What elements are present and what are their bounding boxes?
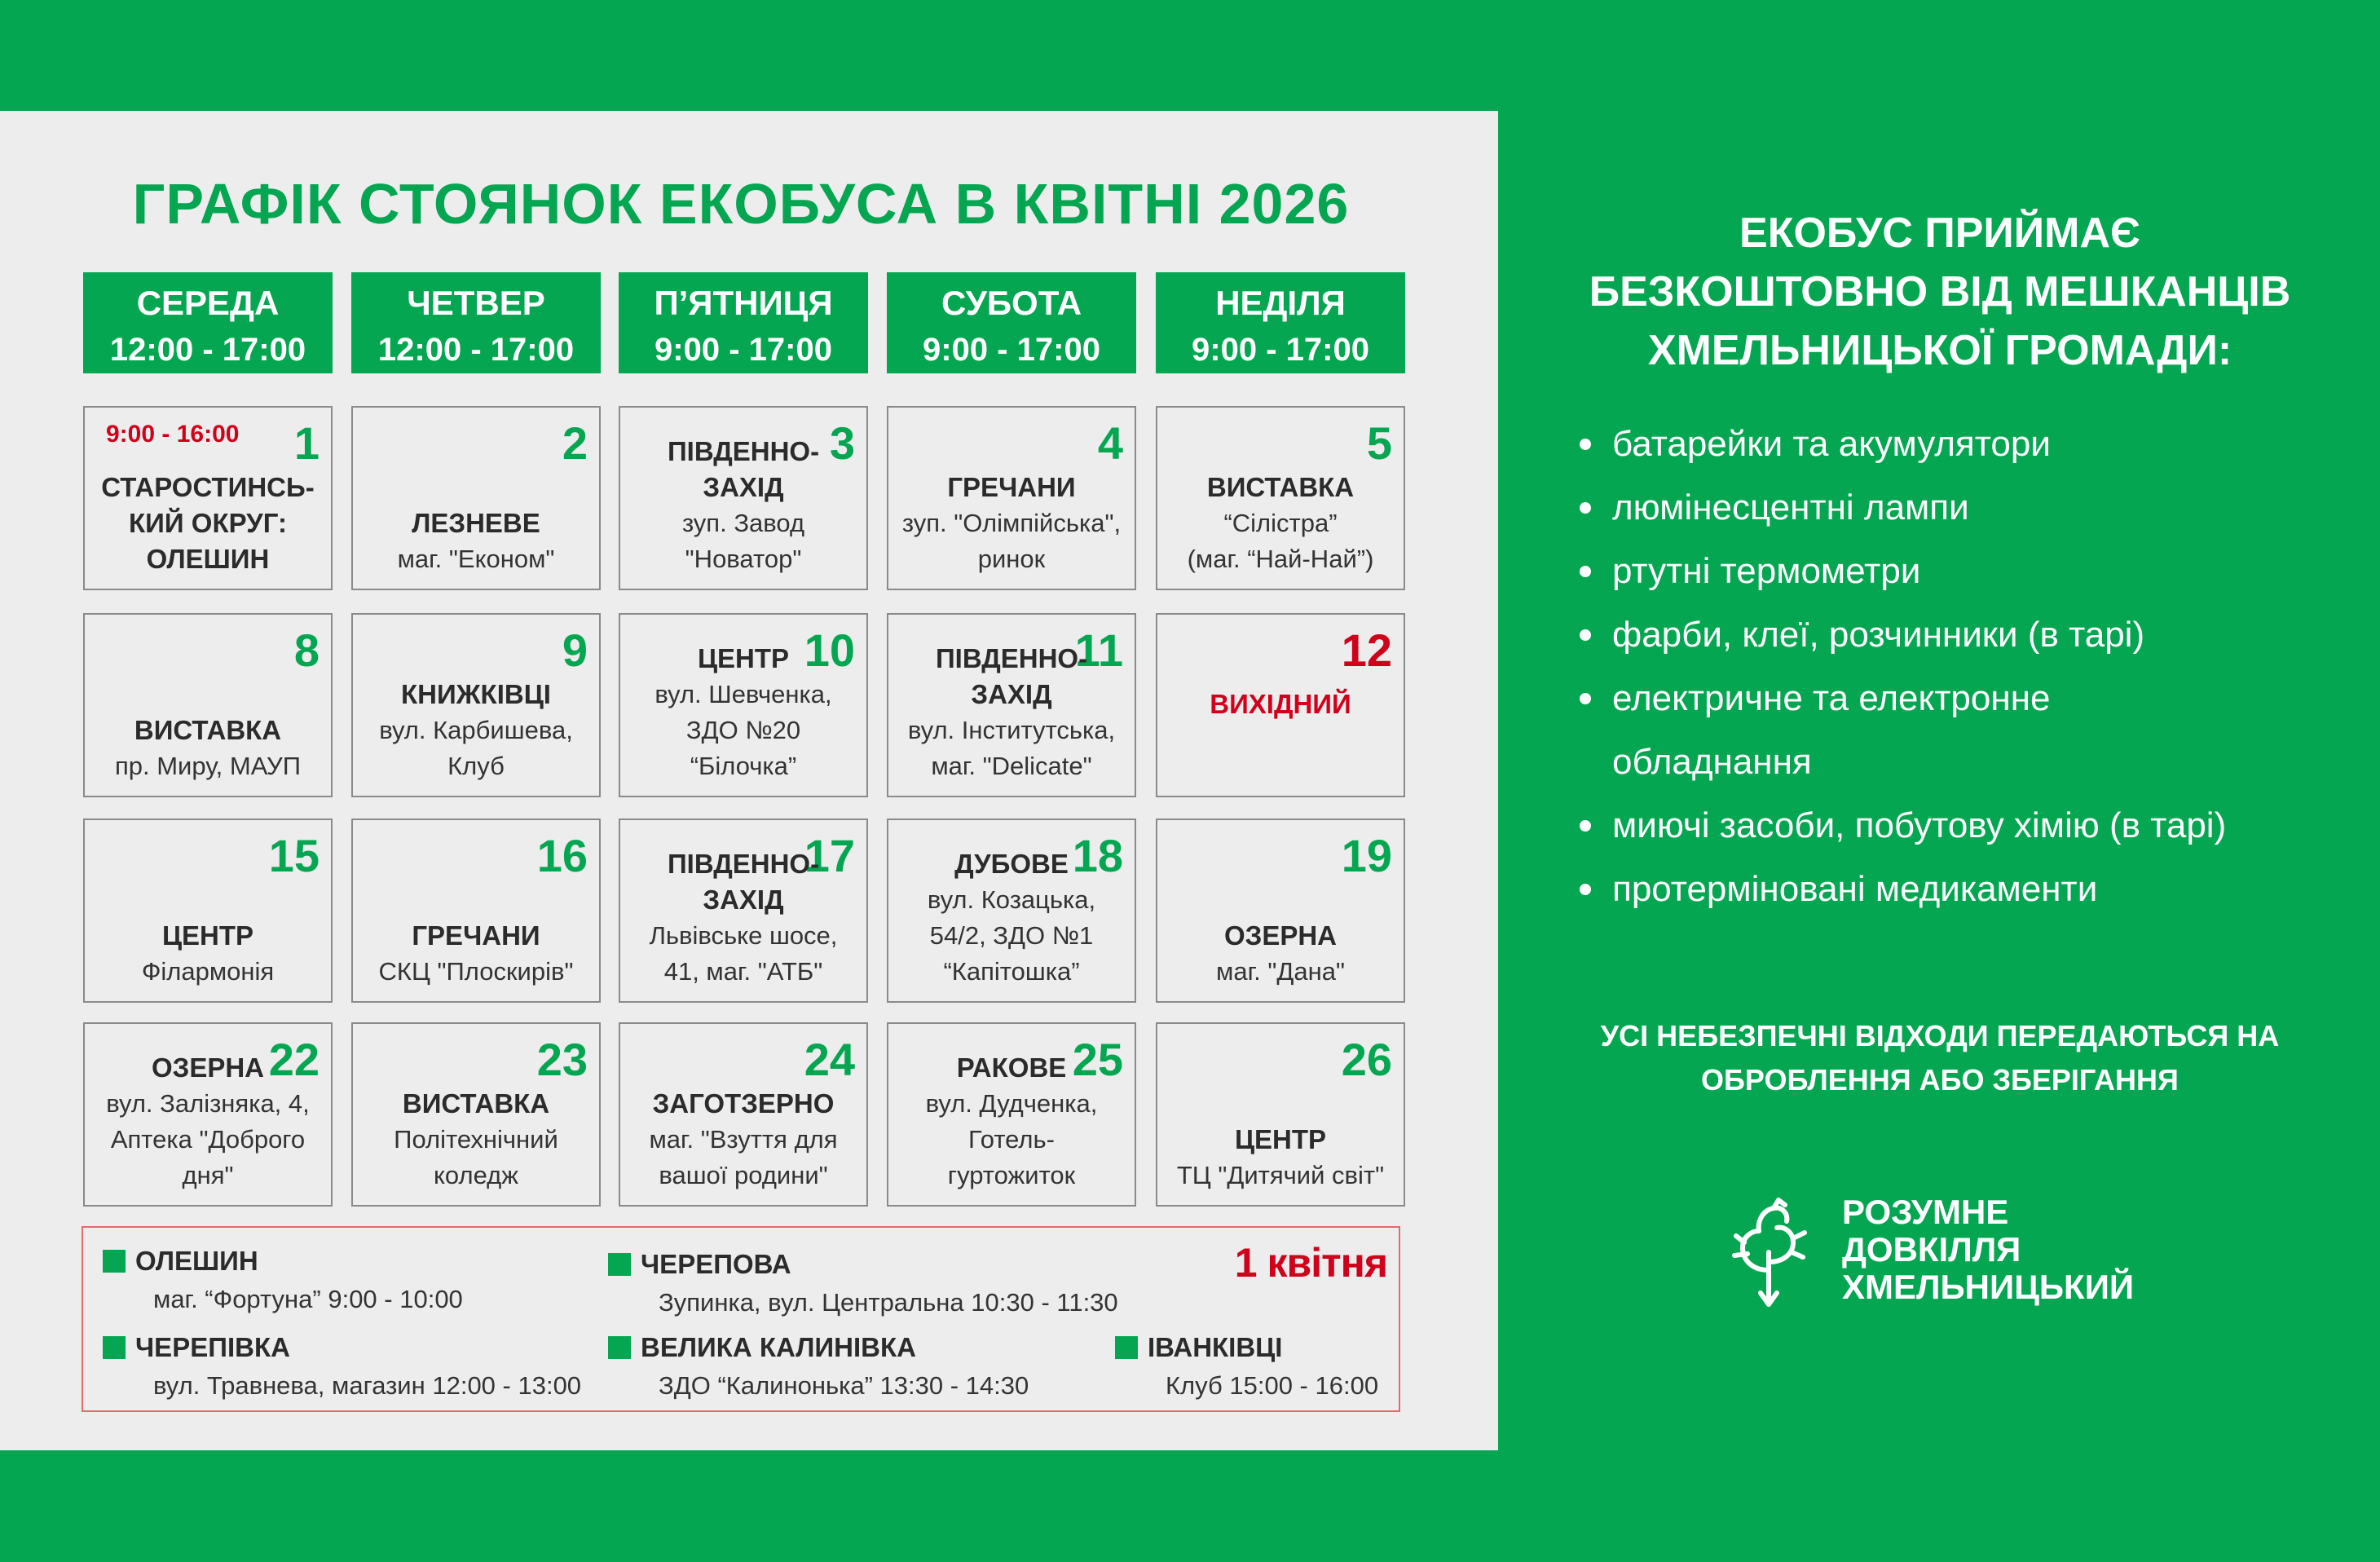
legend-item [608, 1249, 1118, 1317]
green-square-icon [608, 1336, 631, 1359]
stop-address: маг. "Економ" [397, 545, 555, 573]
day-hours: 12:00 - 17:00 [377, 332, 575, 368]
day-number: 19 [1341, 830, 1392, 881]
day-number: 1 [293, 417, 320, 469]
logo-line: ХМЕЛЬНИЦЬКИЙ [1842, 1268, 2135, 1306]
stop-info [91, 470, 324, 577]
legend-item-detail: Зупинка, вул. Центральна 10:30 - 11:30 [659, 1288, 1118, 1317]
stop-info [1164, 686, 1397, 722]
calendar-day-cell [351, 406, 601, 590]
calendar-day-cell [887, 819, 1136, 1003]
calendar-day-cell [351, 819, 601, 1003]
recycle-tree-icon [1728, 1195, 1809, 1309]
stop-info [895, 1050, 1128, 1194]
calendar-day-cell [887, 406, 1136, 590]
day-header [351, 272, 601, 373]
calendar-day-cell [1156, 406, 1405, 590]
stop-address: вул. Карбишева, Клуб [379, 716, 573, 780]
stop-info [359, 677, 593, 784]
stop-place: ГРЕЧАНИ [412, 920, 540, 951]
day-name: СУБОТА [941, 284, 1082, 322]
day-header [887, 272, 1136, 373]
stop-info [1164, 918, 1397, 990]
stop-info [627, 1086, 860, 1194]
day-number: 22 [268, 1034, 320, 1085]
day-header [1156, 272, 1405, 373]
green-square-icon [608, 1253, 631, 1276]
stop-place: ОЗЕРНА [151, 1052, 265, 1083]
day-number: 11 [1074, 624, 1123, 676]
stop-place: ВИСТАВКА [402, 1088, 550, 1119]
villages-legend [82, 1226, 1400, 1412]
stop-info [895, 641, 1128, 784]
stop-info [1164, 1122, 1397, 1194]
day-number: 2 [562, 417, 588, 469]
calendar-day-cell [1156, 613, 1405, 797]
stop-place: РАКОВЕ [956, 1052, 1067, 1083]
legend-item-detail: Клуб 15:00 - 16:00 [1166, 1371, 1379, 1400]
legend-item [608, 1332, 1029, 1401]
logo-line: ДОВКІЛЛЯ [1842, 1230, 2021, 1269]
legend-item-name: ОЛЕШИН [135, 1246, 258, 1276]
calendar-day-cell [619, 1022, 868, 1207]
stop-place: ЦЕНТР [161, 920, 254, 951]
legend-item-name: ВЕЛИКА КАЛИНІВКА [641, 1332, 916, 1362]
day-number: 4 [1097, 417, 1123, 469]
day-header [619, 272, 868, 373]
stop-address: вул. Залізняка, 4, Аптека "Доброго дня" [106, 1089, 310, 1189]
stop-address: “Сілістра” (маг. “Най-Най”) [1187, 509, 1374, 573]
day-number: 17 [804, 830, 855, 881]
legend-date: 1 квітня [1234, 1240, 1387, 1286]
day-hours: 9:00 - 17:00 [1192, 332, 1369, 368]
logo [1728, 1192, 2217, 1314]
stop-info [627, 641, 860, 784]
calendar-day-cell [1156, 1022, 1405, 1207]
stop-place: ДУБОВЕ [954, 849, 1069, 879]
page-title: ГРАФІК СТОЯНОК ЕКОБУСА В КВІТНІ 2026 [132, 172, 1350, 236]
legend-item [1115, 1332, 1378, 1401]
calendar-day-cell [83, 819, 333, 1003]
accepted-item: електричне та електронне обладнання [1573, 667, 2226, 794]
day-name: СЕРЕДА [136, 284, 280, 322]
logo-text [1842, 1194, 2134, 1306]
stop-address: зуп. Завод "Новатор" [681, 509, 805, 573]
stop-address: маг. "Взуття для вашої родини" [649, 1125, 838, 1189]
calendar-day-cell [351, 613, 601, 797]
stop-place: ЛЕЗНЕВЕ [412, 508, 540, 538]
day-number: 16 [536, 830, 588, 881]
stop-address: вул. Шевченка, ЗДО №20 “Білочка” [654, 680, 832, 780]
day-header [83, 272, 333, 373]
stop-place: ЦЕНТР [697, 643, 790, 673]
green-square-icon [103, 1250, 126, 1273]
green-square-icon [1115, 1336, 1138, 1359]
calendar-day-cell [83, 406, 333, 590]
stop-place: КНИЖКІВЦІ [401, 679, 551, 709]
day-number: 12 [1341, 624, 1392, 676]
stop-place: ЦЕНТР [1234, 1124, 1327, 1154]
accepted-item: ртутні термометри [1573, 540, 2226, 603]
day-number: 23 [536, 1034, 588, 1085]
stop-address: пр. Миру, МАУП [114, 752, 302, 780]
stop-place: ВИСТАВКА [1206, 472, 1355, 502]
stop-info [91, 1050, 324, 1194]
calendar-day-cell [83, 613, 333, 797]
calendar-day-cell [619, 406, 868, 590]
stop-address: вул. Інститутська, маг. "Delicate" [907, 716, 1116, 780]
calendar-day-cell [1156, 819, 1405, 1003]
stop-info [359, 918, 593, 990]
stop-info [895, 470, 1128, 577]
legend-item [103, 1246, 463, 1314]
day-number: 18 [1072, 830, 1123, 881]
stop-info [91, 918, 324, 990]
stop-place: ГРЕЧАНИ [947, 472, 1076, 502]
stop-info [627, 434, 860, 577]
stop-address: маг. "Дана" [1216, 957, 1345, 986]
day-number: 5 [1366, 417, 1392, 469]
stop-place: ПІВДЕННО- ЗАХІД [667, 849, 820, 915]
day-number: 10 [804, 624, 855, 676]
legend-item-name: ЧЕРЕПОВА [641, 1249, 791, 1279]
stop-info [895, 846, 1128, 990]
day-hours: 9:00 - 17:00 [654, 332, 832, 368]
stop-place: ПІВДЕННО- ЗАХІД [935, 643, 1088, 709]
stop-address: Львівське шосе, 41, маг. "АТБ" [649, 921, 838, 986]
stop-address: Політехнічний коледж [394, 1125, 558, 1189]
disposal-note: УСІ НЕБЕЗПЕЧНІ ВІДХОДИ ПЕРЕДАЮТЬСЯ НА ОБРОБЛЕННЯ АБО ЗБЕРІГАННЯ [1600, 1019, 2280, 1096]
day-name: П’ЯТНИЦЯ [654, 284, 833, 322]
day-number: 15 [268, 830, 320, 881]
day-number: 8 [293, 624, 320, 676]
stop-address: ТЦ "Дитячий світ" [1176, 1161, 1385, 1189]
day-number: 24 [804, 1034, 855, 1085]
stop-address: СКЦ "Плоскирів" [378, 957, 574, 986]
day-number: 26 [1341, 1034, 1392, 1085]
stop-place: ЗАГОТЗЕРНО [652, 1088, 835, 1119]
accepted-item: миючі засоби, побутову хімію (в тарі) [1573, 794, 2226, 858]
calendar-day-cell [619, 613, 868, 797]
stop-place: ВИХІДНИЙ [1210, 689, 1351, 719]
stop-place: СТАРОСТИНСЬ- КИЙ ОКРУГ: ОЛЕШИН [101, 472, 315, 574]
stop-place: ОЗЕРНА [1223, 920, 1338, 951]
stop-address: зуп. "Олімпійська", ринок [901, 509, 1122, 573]
stop-address: Філармонія [141, 957, 275, 986]
legend-item-name: ІВАНКІВЦІ [1148, 1332, 1283, 1362]
legend-item-detail: ЗДО “Калинонька” 13:30 - 14:30 [659, 1371, 1029, 1400]
stop-info [1164, 470, 1397, 577]
legend-item-detail: маг. “Фортуна” 9:00 - 10:00 [153, 1285, 463, 1313]
day-number: 3 [829, 417, 855, 469]
green-square-icon [103, 1336, 126, 1359]
special-hours: 9:00 - 16:00 [106, 421, 240, 448]
legend-item-detail: вул. Травнева, магазин 12:00 - 13:00 [153, 1371, 582, 1400]
stop-info [627, 846, 860, 990]
calendar-day-cell [887, 1022, 1136, 1207]
calendar-day-cell [351, 1022, 601, 1207]
accepted-item: батарейки та акумулятори [1573, 413, 2226, 476]
stop-place: ВИСТАВКА [134, 715, 282, 745]
stop-info [359, 1086, 593, 1194]
logo-line: РОЗУМНЕ [1842, 1193, 2009, 1231]
day-number: 25 [1072, 1034, 1123, 1085]
legend-item-name: ЧЕРЕПІВКА [135, 1332, 290, 1362]
day-name: НЕДІЛЯ [1215, 284, 1346, 322]
accepted-item: люмінесцентні лампи [1573, 476, 2226, 540]
calendar-day-cell [619, 819, 868, 1003]
accepted-item: протерміновані медикаменти [1573, 858, 2226, 921]
day-hours: 12:00 - 17:00 [109, 332, 306, 368]
legend-item [103, 1332, 581, 1401]
day-hours: 9:00 - 17:00 [923, 332, 1100, 368]
day-number: 9 [562, 624, 588, 676]
day-name: ЧЕТВЕР [407, 284, 545, 322]
accepted-heading: ЕКОБУС ПРИЙМАЄ БЕЗКОШТОВНО ВІД МЕШКАНЦІВ ХМЕЛЬНИЦЬКОЇ ГРОМАДИ: [1589, 210, 2291, 374]
calendar-day-cell [887, 613, 1136, 797]
stop-address: вул. Дудченка, Готель- гуртожиток [925, 1089, 1098, 1189]
accepted-item: фарби, клеї, розчинники (в тарі) [1573, 603, 2226, 667]
stop-info [91, 713, 324, 784]
stop-address: вул. Козацька, 54/2, ЗДО №1 “Капітошка” [927, 885, 1096, 986]
calendar-day-cell [83, 1022, 333, 1207]
stop-info [359, 505, 593, 577]
stop-place: ПІВДЕННО- ЗАХІД [667, 436, 820, 502]
accepted-items-list [1573, 413, 2226, 921]
